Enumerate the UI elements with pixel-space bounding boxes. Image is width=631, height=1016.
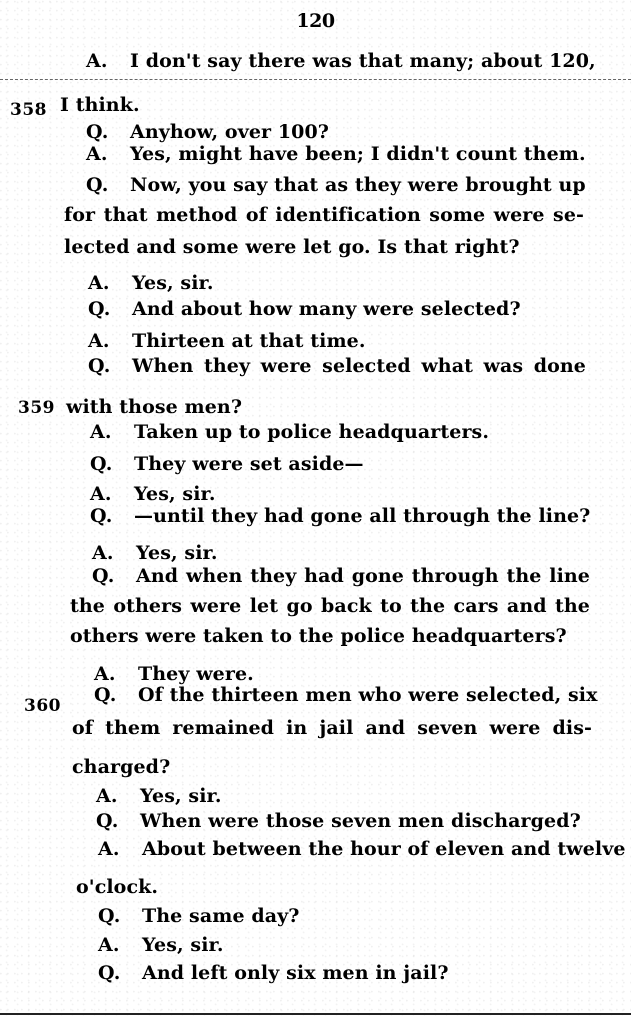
bottom-rule: [0, 1013, 631, 1015]
line-text: Yes, sir.: [134, 483, 216, 505]
speaker-label: Q.: [90, 505, 113, 527]
line-text: —until they had gone all through the line?: [134, 505, 591, 527]
margin-number-360: 360: [24, 696, 61, 716]
line-text: Yes, sir.: [136, 542, 218, 564]
line-text: They were set aside—: [134, 453, 364, 475]
speaker-label: A.: [98, 934, 120, 956]
line-text: Of the thirteen men who were selected, six: [138, 684, 598, 706]
line-text: of them remained in jail and seven were dis-: [72, 717, 592, 739]
line-text: The same day?: [142, 905, 300, 927]
line-text: When were those seven men discharged?: [140, 810, 581, 832]
speaker-label: Q.: [86, 121, 109, 143]
line-text: for that method of identification some were se-: [64, 204, 584, 226]
speaker-label: Q.: [88, 355, 111, 377]
line-text: lected and some were let go. Is that right?: [64, 236, 520, 258]
line-text: with those men?: [66, 396, 243, 418]
speaker-label: A.: [88, 272, 110, 294]
line-text: others were taken to the police headquarters?: [70, 625, 567, 647]
line-text: About between the hour of eleven and twelve: [142, 838, 626, 860]
transcript-line: [64, 204, 584, 226]
transcript-line: [86, 50, 596, 72]
speaker-label: Q.: [90, 453, 113, 475]
speaker-label: A.: [94, 663, 116, 685]
transcript-line: [72, 717, 592, 739]
speaker-label: Q.: [94, 684, 117, 706]
transcript-line: [98, 838, 626, 860]
transcript-line: [90, 421, 489, 443]
line-text: the others were let go back to the cars and the: [70, 595, 590, 617]
transcript-line: [92, 542, 218, 564]
line-text: Now, you say that as they were brought up: [130, 174, 586, 196]
line-text: charged?: [72, 756, 171, 778]
transcript-line: [88, 355, 586, 377]
line-text: And left only six men in jail?: [142, 962, 449, 984]
transcript-line: [96, 785, 222, 807]
transcript-line: [96, 810, 581, 832]
top-rule: [0, 79, 631, 80]
transcript-line: [98, 934, 224, 956]
transcript-line: [66, 396, 242, 418]
line-text: o'clock.: [76, 876, 159, 898]
line-text: And about how many were selected?: [132, 298, 521, 320]
speaker-label: A.: [88, 330, 110, 352]
margin-number-359: 359: [18, 398, 55, 418]
transcript-line: [90, 453, 364, 475]
transcript-line: [90, 505, 590, 527]
transcript-line: [92, 565, 590, 587]
line-text: I think.: [60, 94, 140, 116]
transcript-line: [70, 625, 567, 647]
speaker-label: A.: [90, 483, 112, 505]
speaker-label: Q.: [92, 565, 115, 587]
page-number: 120: [296, 10, 335, 32]
transcript-line: [72, 756, 170, 778]
transcript-line: [86, 174, 586, 196]
line-text: I don't say there was that many; about 120,: [130, 50, 596, 72]
transcript-line: [94, 663, 254, 685]
line-text: Yes, might have been; I didn't count them.: [130, 143, 586, 165]
speaker-label: Q.: [98, 905, 121, 927]
transcript-line: [98, 962, 449, 984]
speaker-label: Q.: [88, 298, 111, 320]
line-text: Yes, sir.: [142, 934, 224, 956]
transcript-line: [70, 595, 590, 617]
transcript-line: [88, 298, 521, 320]
transcript-line: [60, 94, 140, 116]
speaker-label: Q.: [96, 810, 119, 832]
speaker-label: A.: [96, 785, 118, 807]
line-text: Thirteen at that time.: [132, 330, 366, 352]
line-text: Taken up to police headquarters.: [134, 421, 490, 443]
speaker-label: A.: [90, 421, 112, 443]
speaker-label: A.: [92, 542, 114, 564]
line-text: Yes, sir.: [132, 272, 214, 294]
line-text: Anyhow, over 100?: [130, 121, 330, 143]
speaker-label: Q.: [98, 962, 121, 984]
transcript-line: [86, 143, 586, 165]
line-text: When they were selected what was done: [132, 355, 586, 377]
speaker-label: A.: [86, 50, 108, 72]
speaker-label: Q.: [86, 174, 109, 196]
margin-number-358: 358: [10, 100, 47, 120]
speaker-label: A.: [98, 838, 120, 860]
transcript-line: [90, 483, 216, 505]
transcript-line: [98, 905, 300, 927]
transcript-line: [94, 684, 598, 706]
transcript-line: [86, 121, 329, 143]
transcript-line: [76, 876, 158, 898]
transcript-line: [88, 272, 214, 294]
line-text: Yes, sir.: [140, 785, 222, 807]
line-text: And when they had gone through the line: [136, 565, 590, 587]
transcript-line: [64, 236, 520, 258]
speaker-label: A.: [86, 143, 108, 165]
line-text: They were.: [138, 663, 254, 685]
transcript-line: [88, 330, 366, 352]
